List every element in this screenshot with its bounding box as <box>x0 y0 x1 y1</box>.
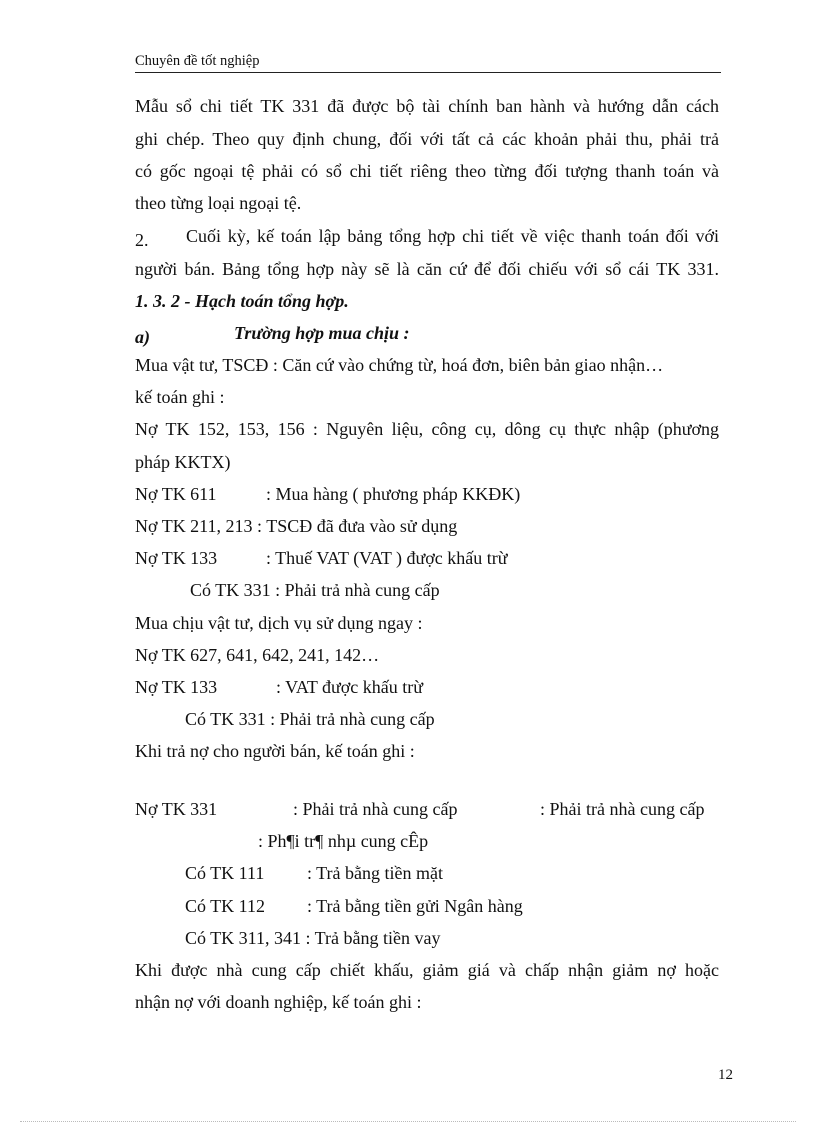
entry-account: Nợ TK 331 <box>135 799 218 819</box>
text-line: Nợ TK 627, 641, 642, 241, 142… <box>135 645 380 665</box>
text-line: Khi được nhà cung cấp chiết khấu, giảm giá và chấp nhận giảm nợ hoặc <box>135 960 719 980</box>
entry-account: Có TK 111 <box>185 863 265 883</box>
text-line: theo từng loại ngoại tệ. <box>135 193 302 213</box>
entry-description: : Thuế VAT (VAT ) được khấu trừ <box>266 548 508 568</box>
text-line: nhận nợ với doanh nghiệp, kế toán ghi : <box>135 992 422 1012</box>
text-line: Nợ TK 152, 153, 156 : Nguyên liệu, công cụ, dông cụ thực nhập (phương <box>135 419 719 439</box>
entry-description: : Phải trả nhà cung cấp <box>293 799 458 819</box>
text-line: Có TK 331 : Phải trả nhà cung cấp <box>190 580 440 600</box>
text-line: Mua vật tư, TSCĐ : Căn cứ vào chứng từ, hoá đơn, biên bản giao nhận… <box>135 355 664 375</box>
text-line: người bán. Bảng tổng hợp này sẽ là căn cứ để đối chiếu với sổ cái TK 331. <box>135 259 719 279</box>
header-rule <box>135 72 721 73</box>
section-heading: 1. 3. 2 - Hạch toán tổng hợp. <box>135 291 349 311</box>
entry-description: : Trả bằng tiền gửi Ngân hàng <box>307 896 523 916</box>
entry-description-duplicate: : Phải trả nhà cung cấp <box>540 799 705 819</box>
entry-account: Có TK 112 <box>185 896 266 916</box>
text-line: Mua chịu vật tư, dịch vụ sử dụng ngay : <box>135 613 423 633</box>
text-line: có gốc ngoại tệ phải có sổ chi tiết riêng theo từng đối tượng thanh toán và <box>135 161 719 181</box>
text-line: Cuối kỳ, kế toán lập bảng tổng hợp chi tiết về việc thanh toán đối với <box>186 226 719 246</box>
text-line: Khi trả nợ cho người bán, kế toán ghi : <box>135 741 415 761</box>
subsection-number: a) <box>135 327 150 347</box>
page-number: 12 <box>718 1067 733 1083</box>
entry-description: : Mua hàng ( phương pháp KKĐK) <box>266 484 521 504</box>
text-line: ghi chép. Theo quy định chung, đối với tất cả các khoản phải thu, phải trả <box>135 129 719 149</box>
entry-account: Nợ TK 133 <box>135 548 218 568</box>
entry-description: : VAT được khấu trừ <box>276 677 424 697</box>
entry-account: Nợ TK 611 <box>135 484 217 504</box>
entry-account: Nợ TK 133 <box>135 677 218 697</box>
text-line: Có TK 311, 341 : Trả bằng tiền vay <box>185 928 441 948</box>
text-line: kế toán ghi : <box>135 387 225 407</box>
entry-description: : Trả bằng tiền mặt <box>307 863 443 883</box>
text-line: Mẫu sổ chi tiết TK 331 đã được bộ tài chính ban hành và hướng dẫn cách <box>135 96 719 116</box>
list-number: 2. <box>135 230 149 250</box>
text-line: pháp KKTX) <box>135 452 231 472</box>
page-bottom-border <box>20 1121 796 1122</box>
garbled-text: : Ph¶i tr¶ nhµ cung cÊp <box>258 831 429 851</box>
subsection-heading: Trường hợp mua chịu : <box>234 323 410 343</box>
text-line: Có TK 331 : Phải trả nhà cung cấp <box>185 709 435 729</box>
header-title: Chuyên đề tốt nghiệp <box>135 53 260 69</box>
text-line: Nợ TK 211, 213 : TSCĐ đã đưa vào sử dụng <box>135 516 458 536</box>
